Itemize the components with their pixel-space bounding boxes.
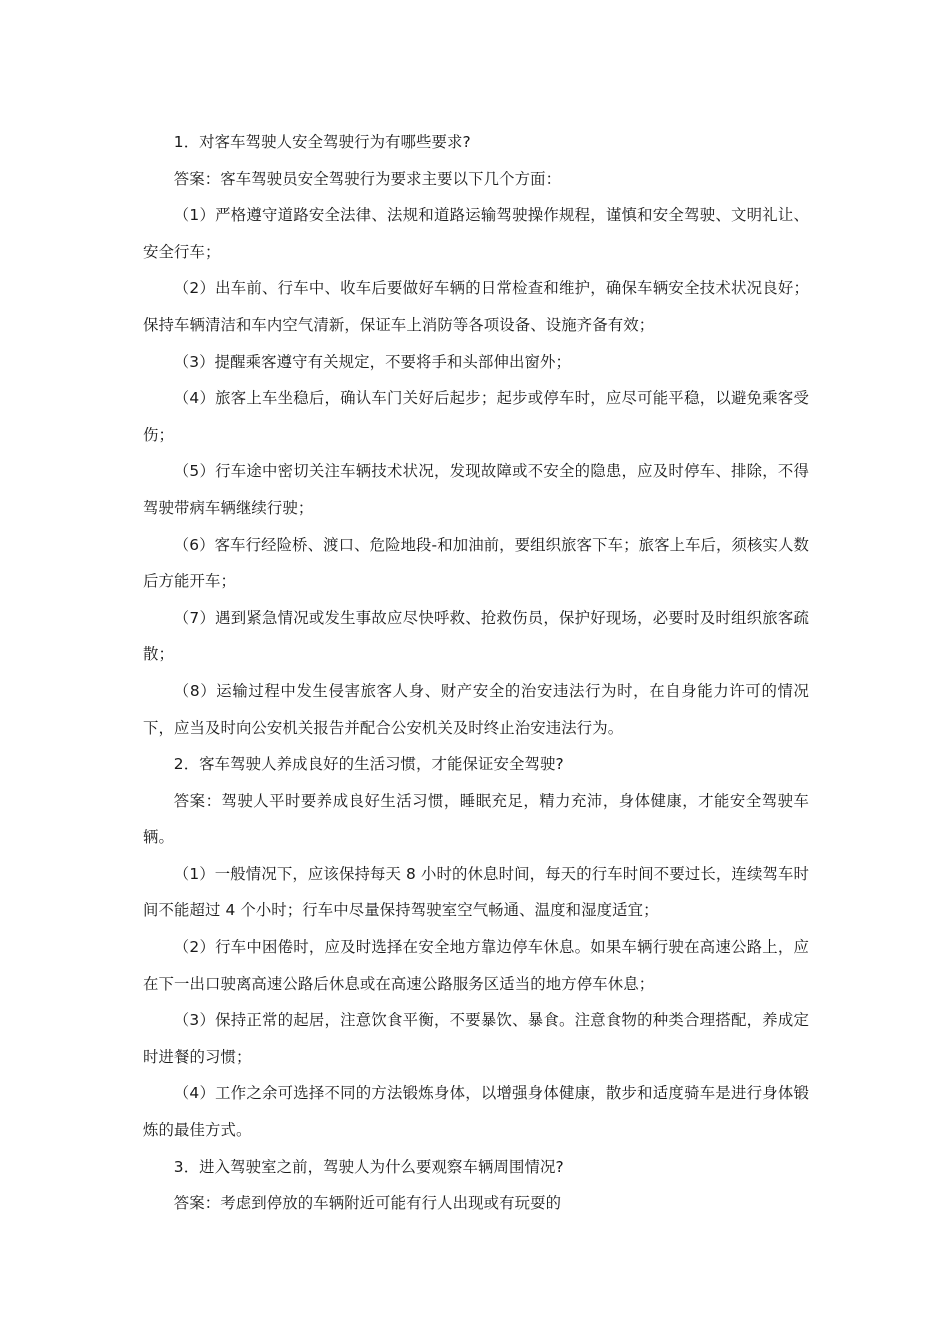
question-1: 1．对客车驾驶人安全驾驶行为有哪些要求?: [173, 133, 471, 151]
answer-2-intro: 答案：驾驶人平时要养成良好生活习惯，睡眠充足，精力充沛，身体健康，才能安全驾驶车辆。: [143, 791, 809, 847]
document-body: [143, 124, 809, 1222]
answer-1-intro: 答案：客车驾驶员安全驾驶行为要求主要以下几个方面：: [173, 169, 562, 188]
answer-2-item-4: （4）工作之余可选择不同的方法锻炼身体，以增强身体健康，散步和适度骑车是进行身体锻炼的最佳方式。: [143, 1084, 809, 1140]
question-2: 2．客车驾驶人养成良好的生活习惯，才能保证安全驾驶?: [173, 755, 564, 774]
answer-1-item-4: （4）旅客上车坐稳后，确认车门关好后起步；起步或停车时，应尽可能平稳，以避免乘客受伤；: [143, 389, 809, 444]
answer-1-item-1: （1）严格遵守道路安全法律、法规和道路运输驾驶操作规程，谨慎和安全驾驶、文明礼让、安全行车；: [143, 206, 809, 261]
question-3: 3．进入驾驶室之前，驾驶人为什么要观察车辆周围情况?: [173, 1157, 564, 1176]
answer-1-item-5: （5）行车途中密切关注车辆技术状况，发现故障或不安全的隐患，应及时停车、排除，不得驾驶带病车辆继续行驶；: [143, 462, 809, 517]
answer-3-intro: 答案：考虑到停放的车辆附近可能有行人出现或有玩耍的: [173, 1194, 562, 1213]
answer-1-item-2: （2）出车前、行车中、收车后要做好车辆的日常检查和维护，确保车辆安全技术状况良好；保持车辆清洁和车内空气清新，保证车上消防等各项设备、设施齐备有效；: [143, 279, 809, 334]
answer-2-item-2: （2）行车中困倦时，应及时选择在安全地方靠边停车休息。如果车辆行驶在高速公路上，应在下一出口驶离高速公路后休息或在高速公路服务区适当的地方停车休息；: [143, 938, 809, 993]
answer-1-item-7: （7）遇到紧急情况或发生事故应尽快呼救、抢救伤员，保护好现场，必要时及时组织旅客疏散；: [143, 608, 809, 664]
answer-1-item-3: （3）提醒乘客遵守有关规定，不要将手和头部伸出窗外；: [173, 352, 571, 371]
answer-2-item-3: （3）保持正常的起居，注意饮食平衡，不要暴饮、暴食。注意食物的种类合理搭配，养成定时进餐的习惯；: [143, 1011, 809, 1066]
answer-2-item-1: （1）一般情况下，应该保持每天 8 小时的休息时间，每天的行车时间不要过长，连续驾车时间不能超过 4 个小时；行车中尽量保持驾驶室空气畅通、温度和湿度适宜；: [143, 864, 809, 920]
answer-1-item-6: （6）客车行经险桥、渡口、危险地段-和加油前，要组织旅客下车；旅客上车后，须核实人数后方能开车；: [143, 535, 809, 591]
answer-1-item-8: （8）运输过程中发生侵害旅客人身、财产安全的治安违法行为时，在自身能力许可的情况下，应当及时向公安机关报告并配合公安机关及时终止治安违法行为。: [143, 681, 809, 737]
